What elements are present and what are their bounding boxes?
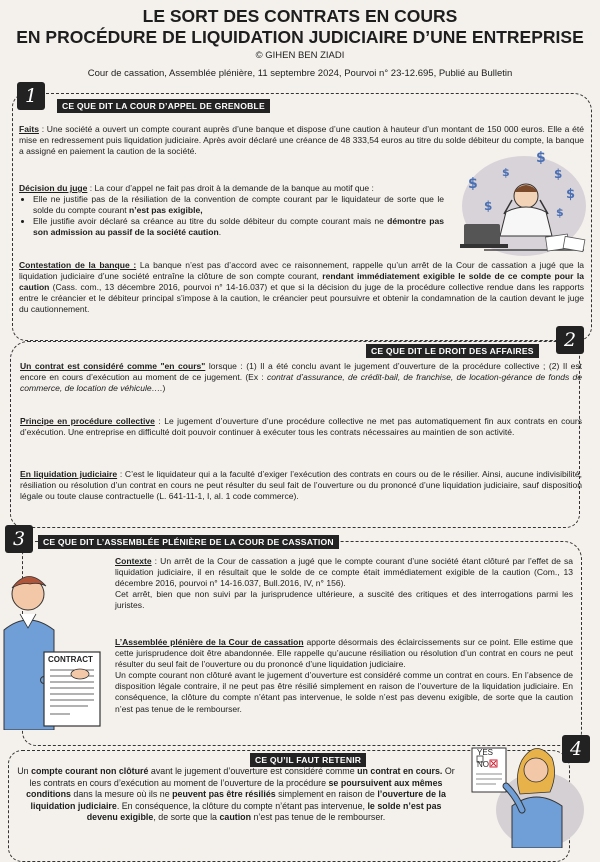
- contestation-paragraph: Contestation de la banque : La banque n’est pas d’accord avec ce raisonnement, rappelle qu’un arrêt de la Cour de cassation a jugé que la liquidation judiciaire d’une société entraîne la clôture de son compte courant, rendant immédiatement exigible le solde de ce compte pour la caution (Cass. com., 13 décembre 2016, pourvoi n° 14-16.037) et que si la décision du juge de la procédure collective rendue dans les rapports entre le créancier et le débiteur principal s’impose à la caution, le créancier peut poursuivre et obtenir la condamnation de la caution devant le juge du cautionnement.: [19, 260, 584, 315]
- section-1-label: CE QUE DIT LA COUR D’APPEL DE GRENOBLE: [57, 99, 270, 113]
- dollar-icon: $: [556, 206, 564, 219]
- dollar-icon: $: [484, 199, 493, 213]
- assemblee-paragraph: L’Assemblée plénière de la Cour de cassation apporte désormais des éclaircissements sur ce point. Elle estime que cette jurisprudence doit être abandonnée. Elle rappelle qu’aucune résiliation ou résolution d’un contrat en cours ne peut résulter du seul fait de l’ouverture ou du prononcé d’une liquidation judiciaire. Un compte courant non clôturé avant le jugement d’ouverture est considéré comme un contrat en cours. En l’absence de disposition légale contraire, il ne peut pas être résilié simplement en raison de l’ouverture de la liquidation judiciaire. En conséquence, la clôture du compte n’étant pas intervenue, le solde n’est pas devenu exigible, de sorte que la caution n’est pas tenue de le rembourser.: [115, 637, 573, 714]
- decision-bullet-2: • Elle justifie avoir déclaré sa créance au titre du solde débiteur du compte courant mais ne démontre pas son admission au passif de la société caution.: [33, 216, 444, 238]
- principe-title: Principe en procédure collective: [20, 416, 155, 426]
- section-3-number: 3: [5, 525, 33, 553]
- contestation-title: Contestation de la banque :: [19, 260, 137, 270]
- section-4-number: 4: [562, 735, 590, 763]
- liquidation-title: En liquidation judiciaire: [20, 469, 118, 479]
- decision-block: [19, 183, 444, 238]
- contrat-en-cours-paragraph: Un contrat est considéré comme "en cours" lorsque : (1) Il a été conclu avant le jugement d’ouverture de la procédure collective ; (2) Il est encore en cours d’exécution au moment de ce jugement. (Ex : contrat d’assurance, de crédit-bail, de franchise, de location-gérance de fonds de commerce, de location de véhicule….): [20, 361, 583, 394]
- section-2-label: CE QUE DIT LE DROIT DES AFFAIRES: [366, 344, 539, 358]
- author: © GIHEN BEN ZIADI: [255, 50, 345, 61]
- dollar-icon: $: [554, 167, 563, 181]
- case-reference: Cour de cassation, Assemblée plénière, 11 septembre 2024, Pourvoi n° 23-12.695, Publié au Bulletin: [87, 68, 513, 79]
- dollar-icon: $: [566, 187, 576, 202]
- decision-bullet-1: • Elle ne justifie pas de la résiliation de la convention de compte courant par le liquidateur de sorte que le solde du compte courant n’est pas exigible,: [33, 194, 444, 216]
- no-label: NO: [477, 760, 489, 769]
- stressed-man-illustration: [454, 140, 590, 260]
- yes-label: YES: [477, 748, 494, 757]
- woman-checklist-illustration: [466, 736, 586, 848]
- principe-paragraph: Principe en procédure collective : Le jugement d’ouverture d’une procédure collective ne met pas automatiquement fin aux contrats en cours d’exécution. Une entreprise en difficulté doit pouvoir continuer à exécuter tous les contrats nécessaires au maintien de son activité.: [20, 416, 582, 438]
- section-3-label: CE QUE DIT L’ASSEMBLÉE PLÉNIÈRE DE LA COUR DE CASSATION: [38, 535, 339, 549]
- contexte-paragraph: Contexte : Un arrêt de la Cour de cassation a jugé que le compte courant d’une société étant clôturé par l’effet de sa liquidation judiciaire, il en résultait que le solde de ce compte était immédiatement exigible de la caution (Com., 13 décembre 2016, pourvoi n° 14-16.037, Bull.2016, IV, n° 156). Cet arrêt, bien que non suivi par la jurisprudence ultérieure, a suscité des critiques et des interrogations parmi les juristes.: [115, 556, 573, 611]
- contexte-title: Contexte: [115, 556, 152, 566]
- contrat-en-cours-title: Un contrat est considéré comme "en cours": [20, 361, 206, 371]
- title-line-2: EN PROCÉDURE DE LIQUIDATION JUDICIAIRE D’UNE ENTREPRISE: [16, 27, 584, 47]
- dollar-icon: $: [468, 176, 478, 192]
- man-with-contract-illustration: [0, 570, 114, 730]
- section-1-number: 1: [17, 82, 45, 110]
- section-2-number: 2: [556, 326, 584, 354]
- faits-title: Faits: [19, 124, 39, 134]
- decision-text: : La cour d’appel ne fait pas droit à la demande de la banque au motif que :: [87, 183, 374, 193]
- dollar-icon: $: [536, 150, 546, 166]
- dollar-icon: $: [502, 166, 510, 179]
- retenir-paragraph: Un compte courant non clôturé avant le jugement d’ouverture est considéré comme un contrat en cours. Or les contrats en cours d’exécution au moment de l’ouverture de la procédure se poursuivent aux mêmes conditions dans la mesure où ils ne peuvent pas être résiliés simplement en raison de l’ouverture de la liquidation judiciaire. En conséquence, la clôture du compte n’étant pas intervenue, le solde n’est pas devenu exigible, de sorte que la caution n’est pas tenue de le rembourser.: [17, 766, 455, 823]
- liquidation-paragraph: En liquidation judiciaire : C’est le liquidateur qui a la faculté d’exiger l’exécution des contrats en cours ou de le résilier. Ainsi, aucune indivisibilité, résiliation ou résolution d’un contrat en cours ne peut résulter du seul fait de l’ouverture ou du prononcé d’une liquidation judiciaire, sauf disposition légale ou toute clause contractuelle (L. 641-11-1, I, al. 1 code commerce).: [20, 469, 582, 502]
- faits-text: : Une société a ouvert un compte courant auprès d’une banque et dispose d’une caution à hauteur d’un montant de 150 000 euros. Elle a été mise en redressement puis liquidation judiciaire. Après avoir déclaré une créance de 48 333,54 euros au titre du solde débiteur du compte, la banque a assigné en paiement la caution de la société.: [19, 124, 584, 157]
- decision-title: Décision du juge: [19, 183, 88, 193]
- contract-title: CONTRACT: [48, 655, 93, 664]
- title-line-1: LE SORT DES CONTRATS EN COURS: [142, 6, 458, 26]
- section-4-label: CE QU’IL FAUT RETENIR: [250, 753, 366, 767]
- assemblee-title: L’Assemblée plénière de la Cour de cassation: [115, 637, 304, 647]
